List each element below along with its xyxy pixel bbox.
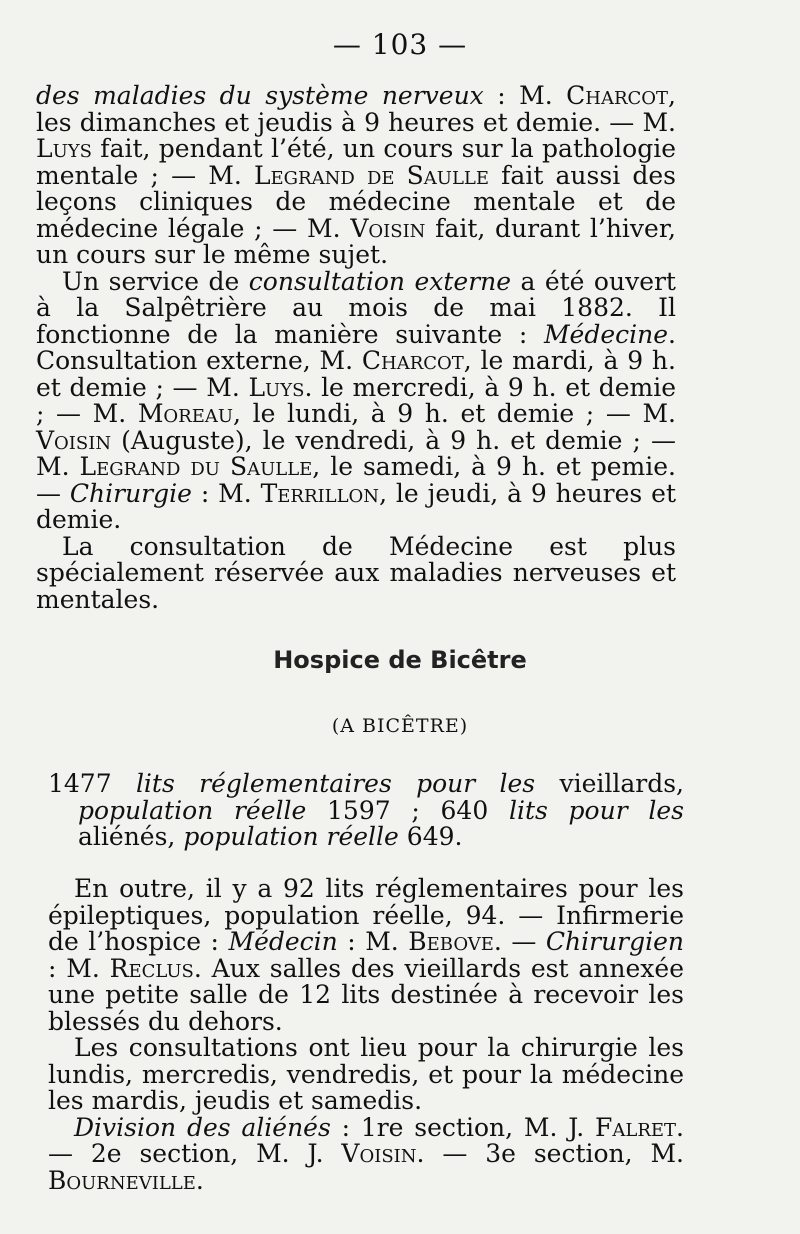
text-run: fait, durant l’hiver, un cours sur le même sujet.	[36, 213, 676, 269]
text-run: Chirurgien	[545, 927, 685, 956]
text-run: Chirurgie	[69, 478, 192, 508]
insane-division-paragraph	[48, 1112, 685, 1195]
text-run: : 1re section, M. J.	[330, 1112, 596, 1142]
text-run: consultation externe	[248, 266, 512, 296]
consultations-paragraph: Les consultations ont lieu pour la chirurgie les lundis, mercredis, vendredis, et pour la médecine les mardis, jeudis et samedis.	[48, 1033, 684, 1115]
beds-summary	[48, 771, 684, 851]
text-run: , les dimanches et jeudis à 9 heures et demie. — M.	[36, 81, 676, 137]
salpetriere-continuation	[36, 83, 676, 613]
text-run: Voisin	[36, 425, 112, 455]
text-run: Moreau	[137, 399, 234, 428]
text-run: : M.	[48, 953, 110, 983]
text-run: , le samedi, à 9 h. et pemie. —	[36, 452, 676, 508]
text-run: . le mercredi, à 9 h. et demie ; — M.	[36, 372, 676, 428]
external-consultation-paragraph	[36, 266, 677, 534]
section-heading: Hospice de Bicêtre	[273, 646, 527, 674]
text-run: Médecine	[543, 319, 669, 349]
text-run: fait aussi des leçons cliniques de médecine mentale et de médecine légale ; — M.	[36, 160, 676, 243]
text-run: Terrillon	[260, 478, 380, 508]
text-run: (Auguste), le vendredi, à 9 h. et demie ; — M.	[36, 425, 676, 481]
text-run: Reclus	[109, 953, 194, 983]
bicetre-body	[48, 876, 684, 1194]
text-run: , le mardi, à 9 h. et demie ; — M.	[36, 346, 676, 402]
text-run: Un service de	[62, 266, 249, 296]
text-run: fait, pendant l’été, un cours sur la pathologie mentale ; — M.	[36, 134, 676, 190]
text-run: Médecin	[228, 927, 338, 956]
text-run: lits réglementaires pour les	[135, 769, 536, 798]
text-run: . —	[493, 927, 546, 956]
text-run: . Consultation externe, M.	[36, 319, 676, 375]
text-run: En outre, il y a 92 lits réglementaires pour les épileptiques, population réelle, 94. — Infirmerie de l’hospice :	[48, 874, 684, 956]
section-subheading: (A BICÊTRE)	[331, 715, 469, 737]
page-number: — 103 —	[332, 28, 468, 61]
text-run: : M.	[483, 81, 567, 110]
text-run: a été ouvert à la Salpêtrière au mois de mai 1882. Il fonctionne de la manière suivante :	[36, 266, 676, 349]
text-run: 1477	[48, 769, 136, 798]
text-run: Legrand de Saulle	[253, 160, 490, 190]
text-run: 1597 ; 640	[306, 795, 509, 825]
text-run: 649.	[398, 822, 463, 851]
text-run: vieillards,	[535, 769, 684, 798]
text-run: , le lundi, à 9 h. et demie ; — M.	[233, 399, 677, 428]
text-run: , le jeudi, à 9 heures et demie.	[36, 478, 676, 534]
text-run: Charcot	[361, 346, 464, 375]
text-run: Voisin	[341, 1139, 417, 1168]
text-run: : M.	[337, 927, 409, 956]
text-run: . Aux salles des vieillards est annexée une petite salle de 12 lits destinée à recevoir les blessés du dehors.	[48, 953, 684, 1036]
consultation-note-paragraph: La consultation de Médecine est plus spécialement réservée aux maladies nerveuses et mentales.	[36, 531, 676, 614]
text-run: Luys	[36, 134, 92, 163]
text-run: Luys	[248, 372, 305, 402]
text-run: des maladies du système nerveux	[36, 81, 484, 110]
text-run: Bourneville	[48, 1165, 196, 1195]
text-run: . — 2e section, M. J.	[48, 1112, 684, 1168]
beds-paragraph	[48, 771, 684, 851]
text-run: lits pour les	[508, 795, 684, 825]
text-run: aliénés,	[78, 822, 184, 851]
text-run: . — 3e section, M.	[416, 1139, 685, 1168]
text-run: population réelle	[183, 822, 399, 851]
text-run: : M.	[191, 478, 261, 508]
text-run: .	[195, 1165, 204, 1195]
text-run: Voisin	[350, 213, 426, 243]
text-run: population réelle	[78, 795, 307, 825]
text-run: Charcot	[566, 81, 669, 110]
lectures-paragraph	[36, 83, 676, 269]
text-run: Falret	[595, 1112, 677, 1142]
epileptics-paragraph	[48, 876, 684, 1035]
text-run: Bebove	[408, 927, 494, 956]
text-run: Division des aliénés	[74, 1112, 331, 1142]
text-run: Legrand du Saulle	[79, 452, 313, 481]
